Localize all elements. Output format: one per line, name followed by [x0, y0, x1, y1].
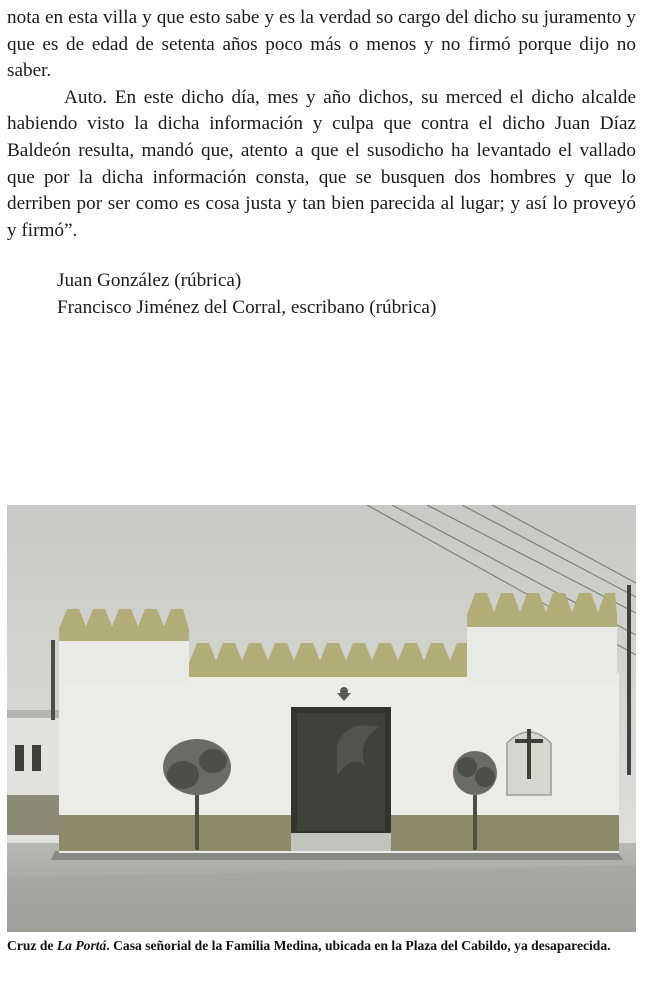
caption-title: La Portá	[56, 938, 107, 953]
paragraph-testimony-end: nota en esta villa y que esto sabe y es la verdad so cargo del dicho su juramento y que es de edad de setenta años poco más o menos y no firmó porque dijo no saber.	[7, 7, 636, 82]
figure-caption	[7, 937, 636, 954]
paragraph-auto: Auto. En este dicho día, mes y año dichos, su merced el dicho alcalde habiendo visto la dicha información y culpa que contra el dicho Juan Díaz Baldeón resulta, mandó que, atento a que el susodicho ha levantado el vallado que por la dicha información consta, que se busquen dos hombres y que lo derriben por ser como es cosa justa y tan bien parecida al lugar; y así lo proveyó y firmó”.	[7, 86, 636, 241]
caption-description: . Casa señorial de la Familia Medina, ubicada en la Plaza del Cabildo, ya desaparecida.	[106, 938, 611, 953]
caption-prefix: Cruz de	[7, 938, 57, 953]
signature-alcalde: Juan González (rúbrica)	[57, 270, 242, 291]
body-text	[7, 5, 636, 244]
photo-house-facade	[7, 505, 636, 932]
signature-escribano: Francisco Jiménez del Corral, escribano (rúbrica)	[57, 296, 437, 318]
signature-block	[57, 268, 436, 321]
historic-photo	[7, 505, 636, 932]
text-block	[7, 0, 636, 244]
